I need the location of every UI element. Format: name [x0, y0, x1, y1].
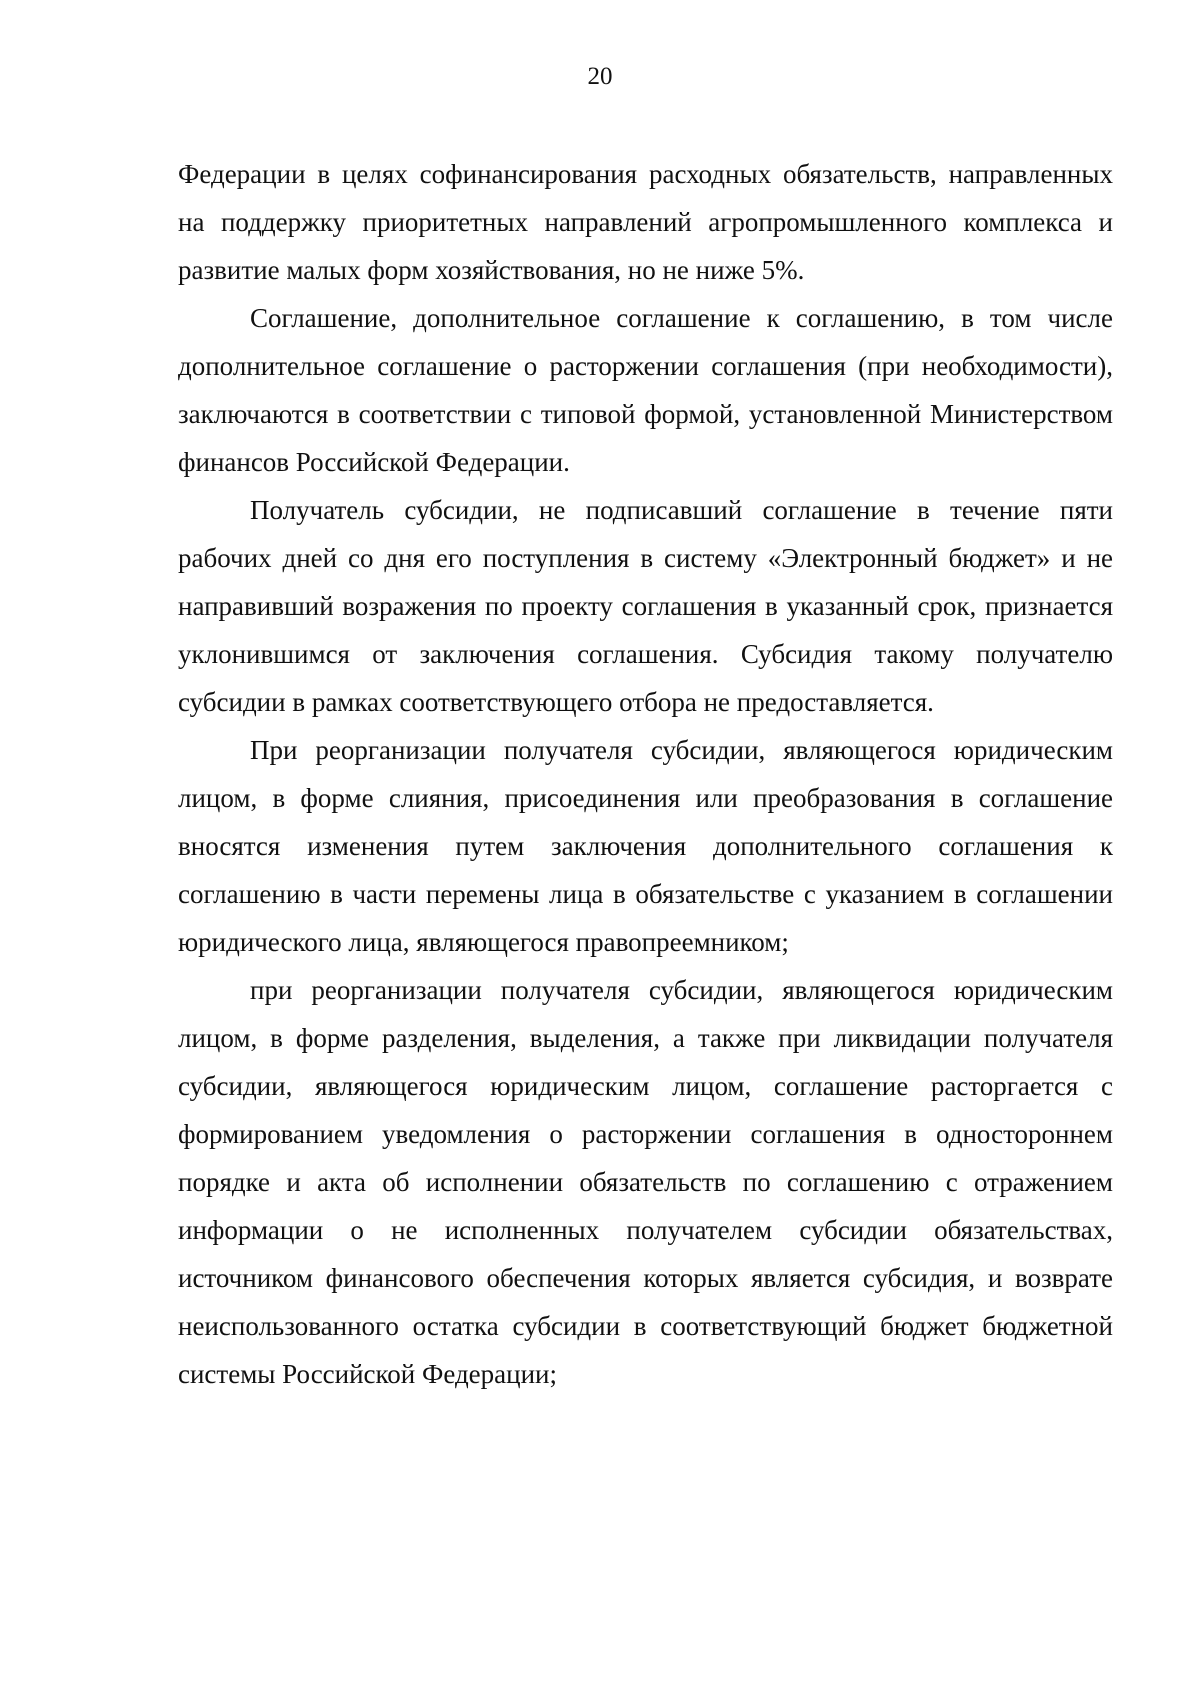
page-number: 20: [587, 63, 613, 90]
paragraph-recipient-evasion: Получатель субсидии, не подписавший соглашение в течение пяти рабочих дней со дня его поступления в систему «Электронный бюджет» и не направивший возражения по проекту соглашения в указанный срок, признается уклонившимся от заключения соглашения. Субсидия такому получателю субсидии в рамках соответствующего отбора не предоставляется.: [178, 495, 1113, 717]
paragraph-continuation: Федерации в целях софинансирования расходных обязательств, направленных на поддержку приоритетных направлений агропромышленного комплекса и развитие малых форм хозяйствования, но не ниже 5%.: [178, 159, 1113, 285]
paragraph-reorganization-division: при реорганизации получателя субсидии, являющегося юридическим лицом, в форме разделения, выделения, а также при ликвидации получателя субсидии, являющегося юридическим лицом, соглашение расторгается с формированием уведомления о расторжении соглашения в одностороннем порядке и акта об исполнении обязательств по соглашению с отражением информации о не исполненных получателем субсидии обязательствах, источником финансового обеспечения которых является субсидия, и возврате неиспользованного остатка субсидии в соответствующий бюджет бюджетной системы Российской Федерации;: [178, 975, 1113, 1389]
paragraph-reorganization-merger: При реорганизации получателя субсидии, являющегося юридическим лицом, в форме слияния, присоединения или преобразования в соглашение вносятся изменения путем заключения дополнительного соглашения к соглашению в части перемены лица в обязательстве с указанием в соглашении юридического лица, являющегося правопреемником;: [178, 735, 1113, 957]
paragraph-agreement-form: Соглашение, дополнительное соглашение к соглашению, в том числе дополнительное соглашение о расторжении соглашения (при необходимости), заключаются в соответствии с типовой формой, установленной Министерством финансов Российской Федерации.: [178, 303, 1113, 477]
document-body: [178, 150, 1113, 1398]
